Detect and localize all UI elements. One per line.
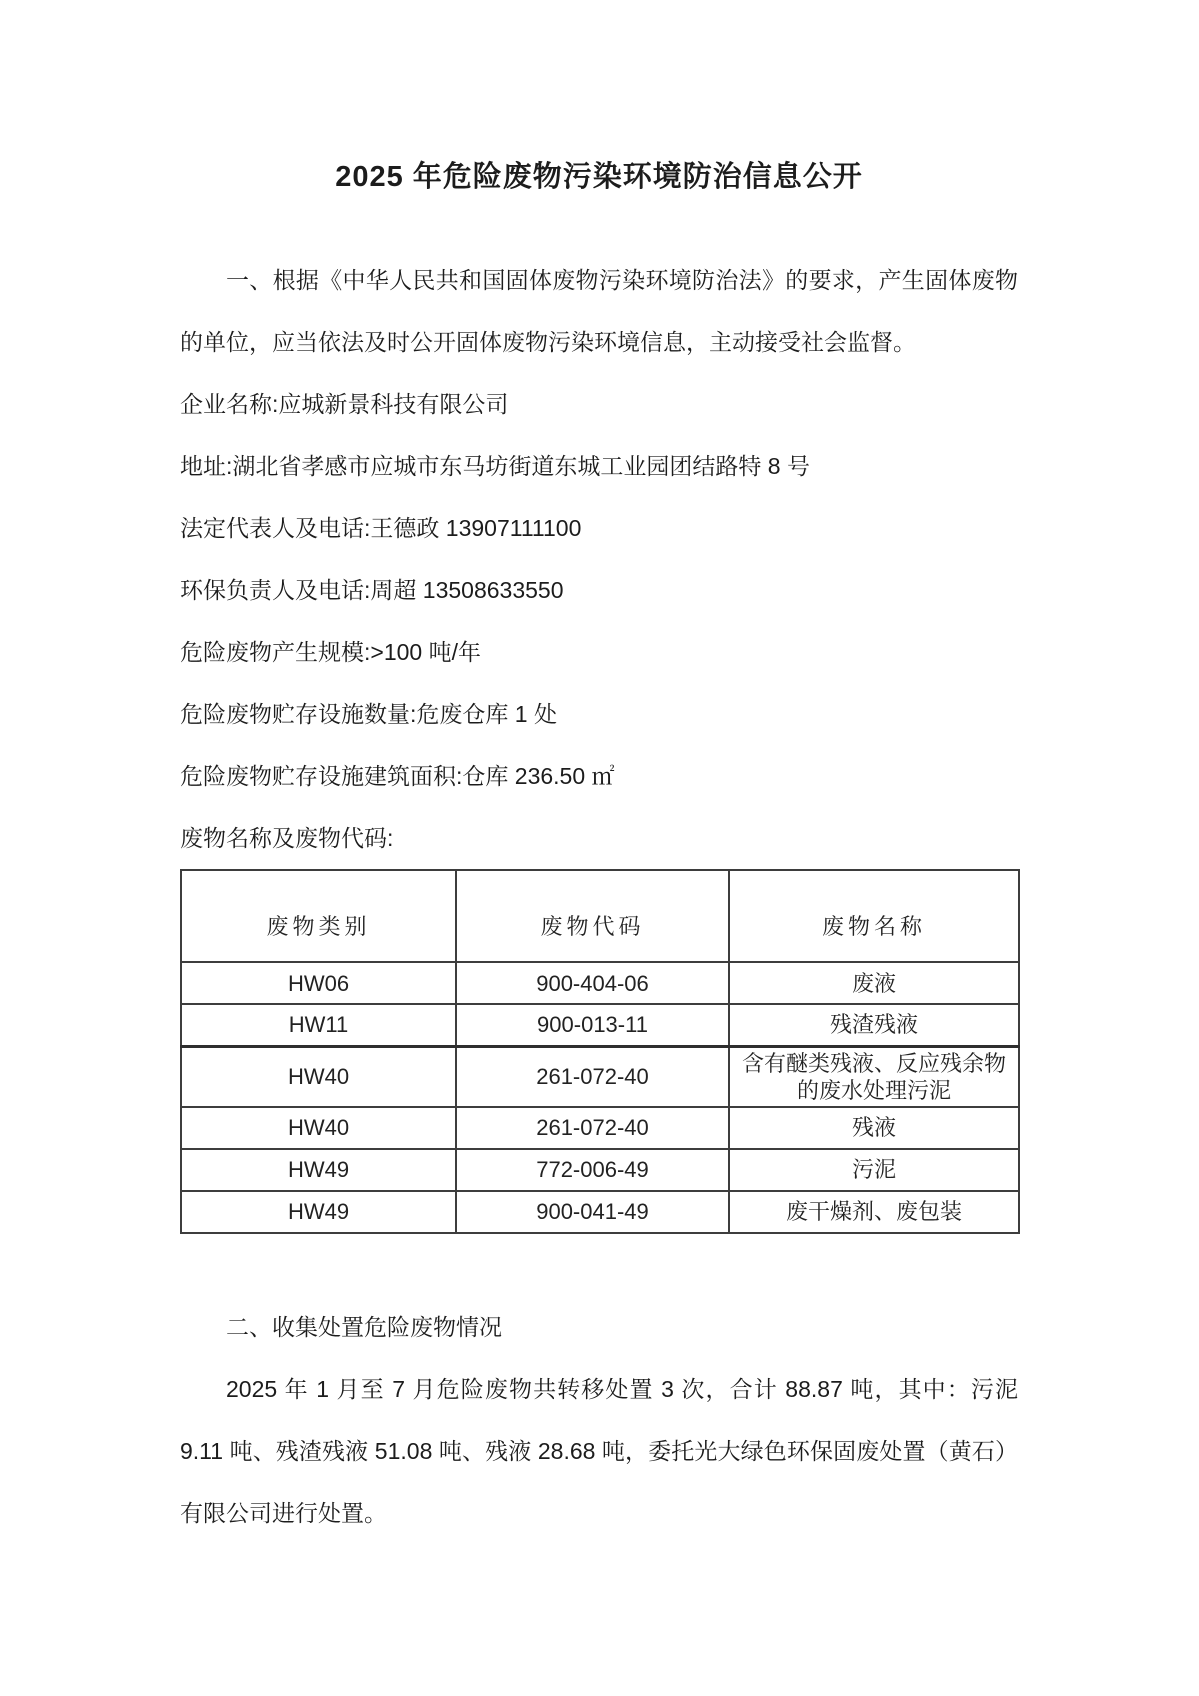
table-cell-category: HW49 xyxy=(181,1191,456,1233)
table-cell-code: 261-072-40 xyxy=(456,1107,729,1149)
section2-heading: 二、收集处置危险废物情况 xyxy=(226,1313,502,1340)
intro-paragraph: 一、根据《中华人民共和国固体废物污染环境防治法》的要求，产生固体废物的单位，应当依法及时公开固体废物污染环境信息，主动接受社会监督。 xyxy=(180,267,1018,355)
table-cell-name: 废液 xyxy=(729,962,1019,1004)
table-cell-code: 772-006-49 xyxy=(456,1149,729,1191)
waste-code-table xyxy=(180,869,1020,1234)
table-cell-category: HW06 xyxy=(181,962,456,1004)
table-cell-category: HW40 xyxy=(181,1107,456,1149)
table-header-waste-name: 废物名称 xyxy=(729,870,1019,962)
table-cell-category: HW11 xyxy=(181,1004,456,1046)
table-row xyxy=(181,962,1019,1004)
table-row xyxy=(181,1107,1019,1149)
table-cell-code: 900-404-06 xyxy=(456,962,729,1004)
info-line-storage-facility-count: 危险废物贮存设施数量:危废仓库 1 处 xyxy=(180,701,557,727)
section2-paragraph: 2025 年 1 月至 7 月危险废物共转移处置 3 次，合计 88.87 吨，其中：污泥 9.11 吨、残渣残液 51.08 吨、残液 28.68 吨，委托光大绿色环保固废处置（黄石）有限公司进行处置。 xyxy=(180,1375,1018,1526)
table-row xyxy=(181,1149,1019,1191)
info-line-storage-facility-area: 危险废物贮存设施建筑面积:仓库 236.50 ㎡ xyxy=(180,763,615,789)
table-cell-category: HW49 xyxy=(181,1149,456,1191)
table-row xyxy=(181,1046,1019,1107)
table-header-waste-category: 废物类别 xyxy=(181,870,456,962)
table-row xyxy=(181,1191,1019,1233)
table-header-row xyxy=(181,870,1019,962)
table-caption: 废物名称及废物代码: xyxy=(180,825,394,851)
info-line-legal-representative: 法定代表人及电话:王德政 13907111100 xyxy=(180,515,582,541)
table-cell-name: 残渣残液 xyxy=(729,1004,1019,1046)
table-header-waste-code: 废物代码 xyxy=(456,870,729,962)
table-row xyxy=(181,1004,1019,1046)
table-cell-code: 261-072-40 xyxy=(456,1046,729,1107)
info-line-address: 地址:湖北省孝感市应城市东马坊街道东城工业园团结路特 8 号 xyxy=(180,453,810,479)
table-cell-category: HW40 xyxy=(181,1046,456,1107)
table-cell-code: 900-013-11 xyxy=(456,1004,729,1046)
info-line-waste-scale: 危险废物产生规模:>100 吨/年 xyxy=(180,639,481,665)
document-title: 2025 年危险废物污染环境防治信息公开 xyxy=(335,161,863,193)
table-cell-name: 残液 xyxy=(729,1107,1019,1149)
table-cell-code: 900-041-49 xyxy=(456,1191,729,1233)
table-cell-name: 污泥 xyxy=(729,1149,1019,1191)
table-cell-name: 废干燥剂、废包装 xyxy=(729,1191,1019,1233)
info-line-company-name: 企业名称:应城新景科技有限公司 xyxy=(180,391,509,417)
info-line-environmental-officer: 环保负责人及电话:周超 13508633550 xyxy=(180,577,564,603)
table-cell-name: 含有醚类残液、反应残余物的废水处理污泥 xyxy=(729,1046,1019,1107)
